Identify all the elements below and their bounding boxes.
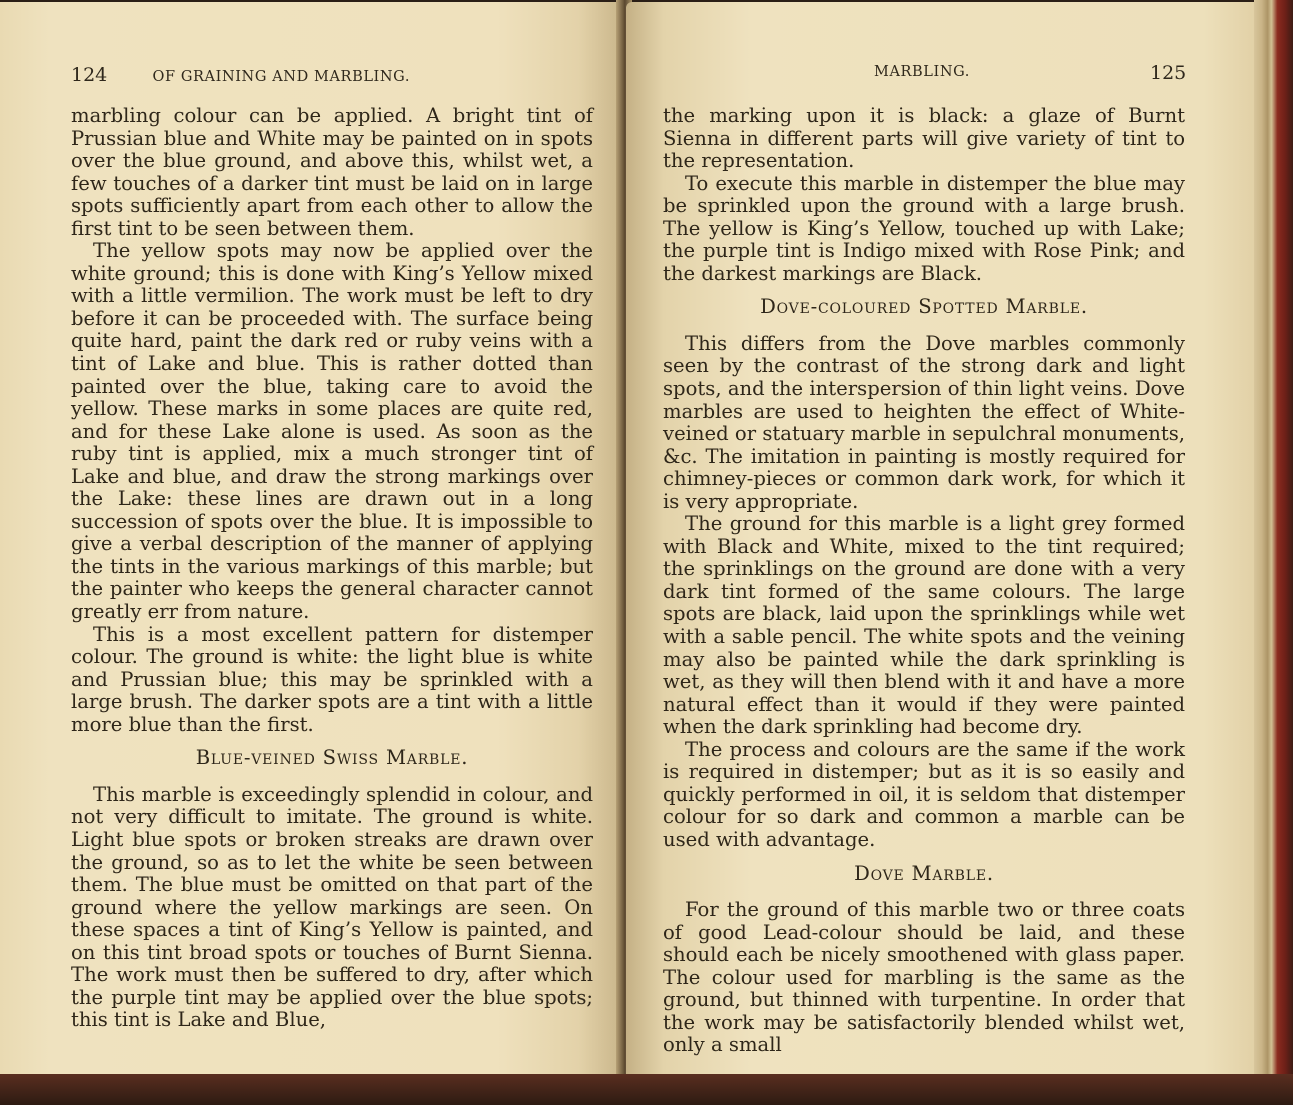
section-heading: Dove Marble. <box>854 861 994 885</box>
right-running-title: MARBLING. <box>874 64 971 80</box>
paragraph: To execute this marble in distemper the blue may be sprinkled upon the ground with a large brush. The yellow is King’s Yellow, touched up with Lake; the purple tint is Indigo mixed with Rose Pink; and the darkest markings are Black. <box>663 171 1185 285</box>
paragraph: The process and colours are the same if the work is required in distemper; but as it is so easily and quickly performed in oil, it is seldom that distemper colour for so dark and common a marble can be used with advantage. <box>663 737 1185 851</box>
paragraph: For the ground of this marble two or three coats of good Lead-colour should be laid, and these should each be nicely smoothened with glass paper. The colour used for marbling is the same as the ground, but thinned with turpentine. In order that the work may be satisfactorily blended whilst wet, only a small <box>663 898 1185 1057</box>
paragraph: This marble is exceedingly splendid in colour, and not very difficult to imitate. The ground is white. Light blue spots or broken streaks are drawn over the ground, so as to let the white be seen between them. The blue must be omitted on that part of the ground where the yellow markings are seen. On these spaces a tint of King’s Yellow is painted, and on this tint broad spots or touches of Burnt Sienna. The work must then be suffered to dry, after which the purple tint may be applied over the blue spots; this tint is Lake and Blue, <box>71 782 593 1032</box>
left-body-text <box>71 105 593 1032</box>
section-heading: Dove-coloured Spotted Marble. <box>760 295 1088 319</box>
paragraph: The ground for this marble is a light grey formed with Black and White, mixed to the tint required; the sprinklings on the ground are done with a very dark tint formed of the same colours. The large spots are black, laid upon the sprinklings while wet with a sable pencil. The white spots and the veining may also be painted while the dark sprinkling is wet, as they will then blend with it and have a more natural effect than it would if they were painted when the dark sprinkling had become dry. <box>663 512 1185 739</box>
left-page <box>0 2 622 1074</box>
paragraph: the marking upon it is black: a glaze of Burnt Sienna in different parts will give variety of tint to the representation. <box>663 104 1185 173</box>
paragraph: This differs from the Dove marbles commonly seen by the contrast of the strong dark and light spots, and the interspersion of thin light veins. Dove marbles are used to heighten the effect of White-veined or statuary marble in sepulchral monuments, &c. The imitation in painting is mostly required for chimney-pieces or common dark work, for which it is very appropriate. <box>663 331 1185 513</box>
section-heading: Blue-veined Swiss Marble. <box>195 746 469 770</box>
paragraph: marbling colour can be applied. A bright tint of Prussian blue and White may be painted on in spots over the blue ground, and above this, whilst wet, a few touches of a darker tint must be laid on in large spots sufficiently apart from each other to allow the first tint to be seen between them. <box>71 104 593 240</box>
left-running-title: OF GRAINING AND MARBLING. <box>152 69 411 85</box>
left-running-head <box>71 64 410 86</box>
right-page-number: 125 <box>1150 62 1187 84</box>
paragraph: The yellow spots may now be applied over the white ground; this is done with King’s Yellow mixed with a little vermilion. The work must be left to dry before it can be proceeded with. The surface being quite hard, paint the dark red or ruby veins with a tint of Lake and blue. This is rather dotted than painted over the blue, taking care to avoid the yellow. These marks in some places are quite red, and for these Lake alone is used. As soon as the ruby tint is applied, mix a much stronger tint of Lake and blue, and draw the strong markings over the Lake: these lines are drawn out in a long succession of spots over the blue. It is impossible to give a verbal description of the manner of applying the tints in the various markings of this marble; but the painter who keeps the general character cannot greatly err from nature. <box>71 239 593 624</box>
paragraph: This is a most excellent pattern for distemper colour. The ground is white: the light blue is white and Prussian blue; this may be sprinkled with a large brush. The darker spots are a tint with a little more blue than the first. <box>71 622 593 736</box>
left-page-number: 124 <box>71 64 108 86</box>
right-page <box>626 2 1254 1074</box>
book-edge <box>1254 0 1293 1080</box>
book-cover-bottom <box>0 1074 1293 1105</box>
right-body-text <box>663 105 1185 1057</box>
